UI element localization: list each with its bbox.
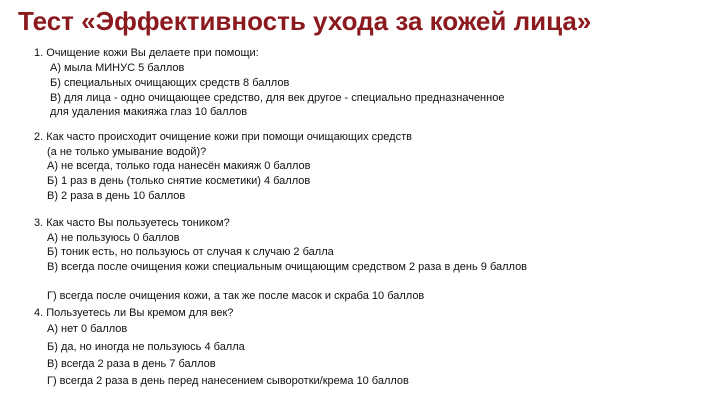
question-4-text: 4. Пользуетесь ли Вы кремом для век? <box>34 307 234 319</box>
question-1-answer-a: А) мыла МИНУС 5 баллов <box>50 62 185 74</box>
question-2-answer-b: Б) 1 раз в день (только снятие косметики) 4 баллов <box>47 175 311 187</box>
question-1-answer-b: Б) специальных очищающих средств 8 баллов <box>50 77 290 89</box>
question-1-text: 1. Очищение кожи Вы делаете при помощи: <box>34 47 259 59</box>
question-3-answer-b: Б) тоник есть, но пользуюсь от случая к случаю 2 балла <box>47 246 334 258</box>
question-4-answer-d: Г) всегда 2 раза в день перед нанесением сыворотки/крема 10 баллов <box>47 375 409 387</box>
question-3-text: 3. Как часто Вы пользуетесь тоником? <box>34 217 230 229</box>
question-2-text-continued: (а не только умывание водой)? <box>47 146 207 158</box>
question-3-answer-d: Г) всегда после очищения кожи, а так же после масок и скраба 10 баллов <box>47 290 425 302</box>
slide-title: Тест «Эффективность ухода за кожей лица» <box>18 6 592 36</box>
question-4-answer-b: Б) да, но иногда не пользуюсь 4 балла <box>47 341 245 353</box>
question-4-answer-a: А) нет 0 баллов <box>47 323 128 335</box>
question-2-text: 2. Как часто происходит очищение кожи при помощи очищающих средств <box>34 131 412 143</box>
question-3-answer-c: В) всегда после очищения кожи специальным очищающим средством 2 раза в день 9 баллов <box>47 261 528 273</box>
question-2-answer-a: А) не всегда, только года нанесён макияж 0 баллов <box>47 160 311 172</box>
question-1-answer-c: В) для лица - одно очищающее средство, для век другое - специально предназначенное <box>50 92 505 104</box>
question-4-answer-c: В) всегда 2 раза в день 7 баллов <box>47 358 216 370</box>
question-2-answer-c: В) 2 раза в день 10 баллов <box>47 190 186 202</box>
question-3-answer-a: А) не пользуюсь 0 баллов <box>47 232 180 244</box>
question-1-answer-c-continued: для удаления макияжа глаз 10 баллов <box>50 106 248 118</box>
